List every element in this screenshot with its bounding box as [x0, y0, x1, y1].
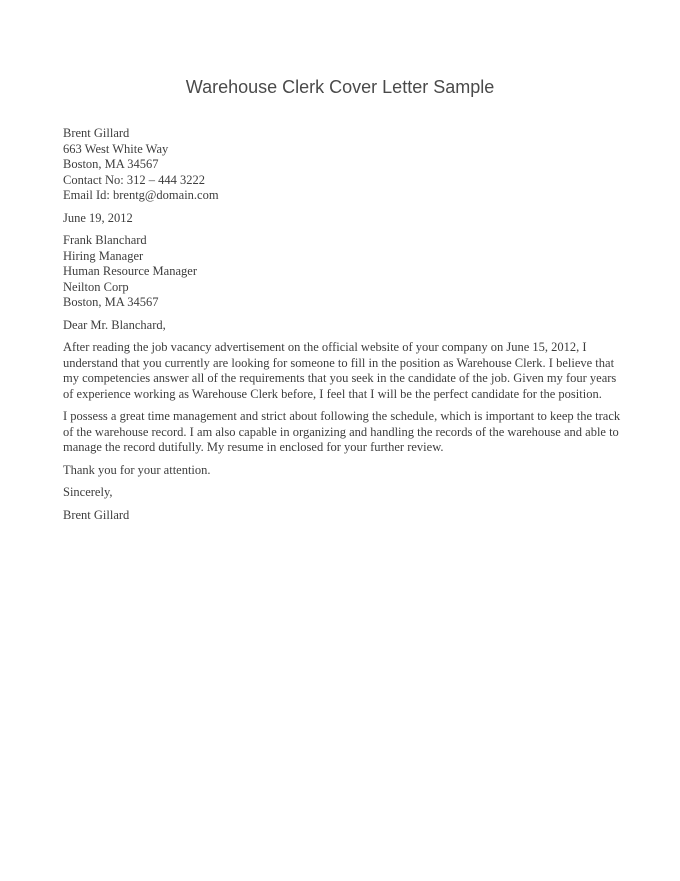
sender-city: Boston, MA 34567 [63, 157, 159, 171]
document-title: Warehouse Clerk Cover Letter Sample [185, 77, 495, 97]
thanks-line: Thank you for your attention. [63, 462, 211, 477]
salutation: Dear Mr. Blanchard, [63, 317, 166, 332]
recipient-department: Human Resource Manager [63, 264, 197, 278]
recipient-name: Frank Blanchard [63, 233, 147, 247]
sender-street: 663 West White Way [63, 141, 169, 156]
recipient-address-block [63, 233, 628, 311]
sender-phone: Contact No: 312 – 444 3222 [63, 172, 206, 187]
letter-date: June 19, 2012 [63, 210, 133, 225]
sender-name: Brent Gillard [63, 126, 130, 140]
recipient-company: Neilton Corp [63, 279, 129, 294]
body-paragraph-1: After reading the job vacancy advertisement on the official website of your company on June 15, 2012, I understand that you currently are looking for someone to fill in the position as Warehouse Clerk. I believe that my competencies answer all of the requirements that you seek in the candidate of the job. Given my four years of experience working as Warehouse Clerk before, I feel that I will be the perfect candidate for the position. [63, 340, 617, 401]
sender-address-block [63, 126, 628, 204]
letter-body [63, 126, 628, 523]
signature-name: Brent Gillard [63, 507, 130, 522]
closing-line: Sincerely, [63, 485, 113, 499]
recipient-title: Hiring Manager [63, 248, 144, 263]
body-paragraph-2: I possess a great time management and strict about following the schedule, which is important to keep the track of the warehouse record. I am also capable in organizing and handling the records of the warehouse and able to manage the record dutifully. My resume in enclosed for your further review. [63, 409, 621, 454]
recipient-city: Boston, MA 34567 [63, 295, 159, 309]
sender-email: Email Id: brentg@domain.com [63, 188, 219, 202]
